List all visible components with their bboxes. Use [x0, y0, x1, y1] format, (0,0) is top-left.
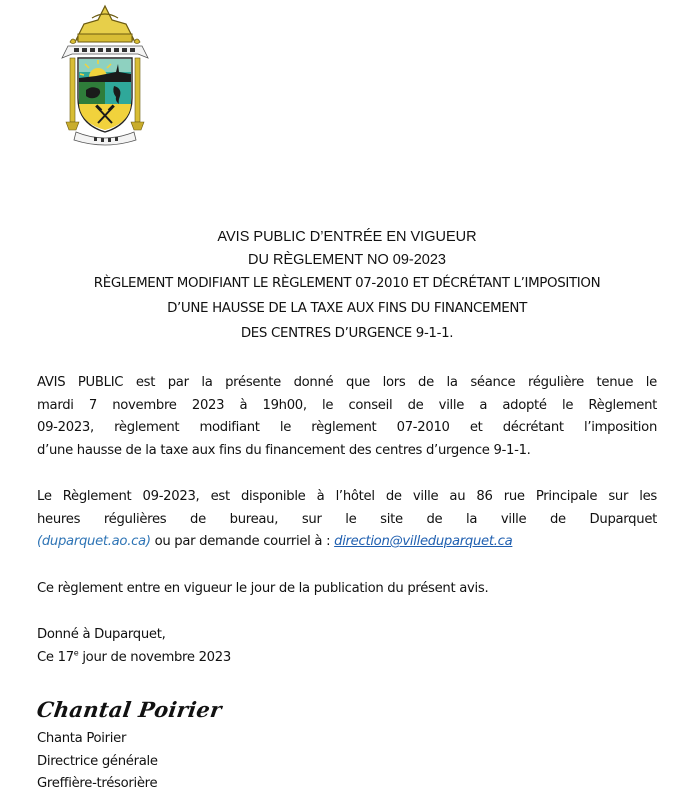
website-link[interactable]: (duparquet.ao.ca)	[37, 534, 151, 549]
notice-line: 09-2023, règlement modifiant le règlement 07-2010 et décrétant l’imposition	[37, 420, 657, 435]
coat-of-arms-logo	[56, 2, 154, 146]
closing-date-suffix: jour de novembre 2023	[78, 649, 231, 665]
effective-paragraph: Ce règlement entre en vigueur le jour de la publication du présent avis.	[37, 581, 489, 596]
handwritten-signature: Chantal Poirier	[35, 697, 224, 722]
notice-line: AVIS PUBLIC est par la présente donné que lors de la séance régulière tenue le	[37, 375, 657, 390]
notice-line: mardi 7 novembre 2023 à 19h00, le conseil de ville a adopté le Règlement	[37, 397, 657, 413]
signatory-title-2: Greffière-trésorière	[37, 776, 158, 791]
signatory-block	[37, 728, 657, 796]
heading-line-1: AVIS PUBLIC D’ENTRÉE EN VIGUEUR	[217, 229, 477, 245]
heading-line-4: D’UNE HAUSSE DE LA TAXE AUX FINS DU FINANCEMENT	[167, 301, 527, 316]
notice-line: d’une hausse de la taxe aux fins du financement des centres d’urgence 9-1-1.	[37, 442, 531, 458]
availability-line-1: Le Règlement 09-2023, est disponible à l’hôtel de ville au 86 rue Principale sur les	[37, 489, 657, 504]
closing-block	[37, 624, 657, 669]
heading-line-5: DES CENTRES D’URGENCE 9-1-1.	[240, 326, 454, 341]
availability-line-2: heures régulières de bureau, sur le site de la ville de Duparquet	[37, 511, 657, 527]
availability-line-3	[37, 531, 657, 554]
fleur-de-lis-right	[134, 39, 140, 44]
fleur-de-lis-left	[70, 39, 76, 44]
closing-date	[37, 647, 657, 670]
notice-paragraph	[37, 372, 657, 462]
signatory-name: Chanta Poirier	[37, 731, 127, 746]
availability-middle-text: ou par demande courriel à :	[150, 534, 335, 549]
heading-line-2: DU RÈGLEMENT NO 09-2023	[248, 252, 446, 268]
heading-line-3: RÈGLEMENT MODIFIANT LE RÈGLEMENT 07-2010 ET DÉCRÉTANT L’IMPOSITION	[93, 276, 601, 291]
availability-paragraph	[37, 486, 657, 554]
signatory-title-1: Directrice générale	[37, 753, 158, 769]
year-ribbon	[74, 132, 136, 145]
closing-date-prefix: Ce 17	[37, 649, 74, 665]
closing-place: Donné à Duparquet,	[37, 627, 166, 642]
closing-date-superscript: e	[73, 648, 79, 658]
email-link[interactable]: direction@villeduparquet.ca	[334, 534, 513, 549]
